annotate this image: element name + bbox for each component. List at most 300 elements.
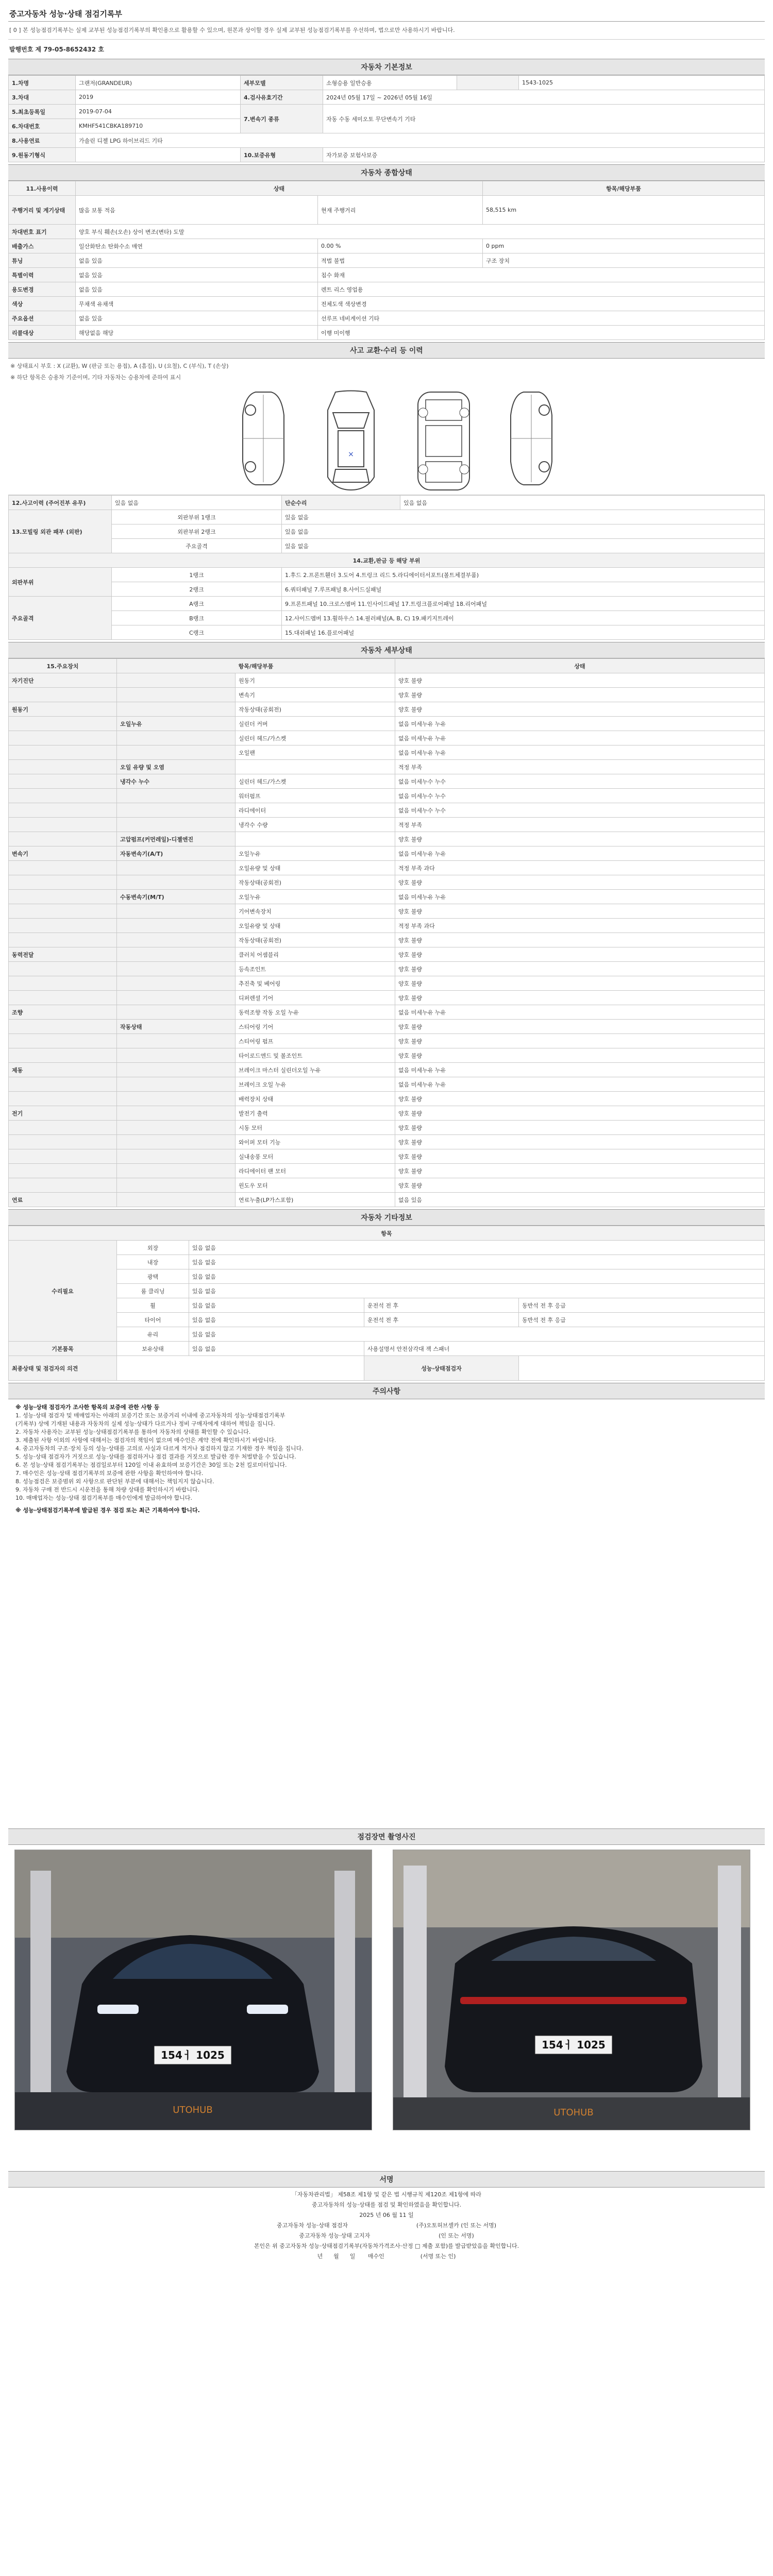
table-cell: 선루프 네비게이션 기타 xyxy=(318,311,765,326)
table-cell xyxy=(9,1135,117,1149)
table-cell: 양호 불량 xyxy=(395,904,765,919)
table-cell xyxy=(9,803,117,818)
table-row xyxy=(9,1005,765,1020)
table-cell: 오일유량 및 상태 xyxy=(236,919,395,933)
table-cell: 없음 있음 xyxy=(76,282,318,297)
table-cell: 오일누유 xyxy=(236,890,395,904)
table-row xyxy=(9,582,765,597)
table-cell: 있음 없음 xyxy=(112,496,282,510)
table-cell: 있음 없음 xyxy=(189,1342,364,1356)
table-header: 항목/해당부품 xyxy=(483,181,765,196)
car-diagram-area xyxy=(8,359,765,495)
table-row xyxy=(9,745,765,760)
table-cell: 추진축 및 베어링 xyxy=(236,976,395,991)
table-cell: 전체도색 색상변경 xyxy=(318,297,765,311)
table-row xyxy=(9,1284,765,1298)
table-row xyxy=(9,789,765,803)
table-cell: 적정 부족 xyxy=(395,760,765,774)
table-cell: 소형승용 일반승용 xyxy=(323,76,457,90)
table-row xyxy=(9,1048,765,1063)
table-row xyxy=(9,133,765,148)
table-cell: 타이로드엔드 및 볼조인트 xyxy=(236,1048,395,1063)
table-cell xyxy=(117,1034,236,1048)
table-row xyxy=(9,539,765,553)
table-cell xyxy=(9,774,117,789)
rear-brand-text: UTOHUB xyxy=(553,2107,594,2118)
table-cell: 있음 없음 xyxy=(400,496,765,510)
table-cell: 외판부위 1랭크 xyxy=(112,510,282,524)
accident-table xyxy=(8,495,765,640)
table-cell: 기본품목 xyxy=(9,1342,117,1356)
table-cell: 사용설명서 안전삼각대 잭 스패너 xyxy=(364,1342,765,1356)
table-cell: 양호 불량 xyxy=(395,991,765,1005)
table-cell: 구조 장치 xyxy=(483,253,765,268)
table-cell: 1543-1025 xyxy=(519,76,765,90)
notes-line: 7. 매수인은 성능·상태 점검기록부의 보증에 관한 사항을 확인하여야 합니다. xyxy=(15,1470,204,1477)
table-row xyxy=(9,268,765,282)
table-row xyxy=(9,1241,765,1255)
table-cell: 특별이력 xyxy=(9,268,76,282)
table-row xyxy=(9,717,765,731)
table-cell: 양호 불량 xyxy=(395,1106,765,1121)
table-cell xyxy=(117,1063,236,1077)
table-cell xyxy=(9,962,117,976)
table-cell: 2019-07-04 xyxy=(76,105,241,119)
notes-line: 9. 자동차 구매 전 반드시 시운전을 통해 차량 상태를 확인하시기 바랍니다. xyxy=(15,1486,200,1493)
table-cell: 외장 xyxy=(117,1241,189,1255)
table-cell: 작동상태 xyxy=(117,1020,236,1034)
table-cell: 양호 불량 xyxy=(395,875,765,890)
table-cell: 내장 xyxy=(117,1255,189,1269)
table-cell: 양호 불량 xyxy=(395,1034,765,1048)
table-cell: 양호 불량 xyxy=(395,1121,765,1135)
table-cell: 12.사고이력 (주어진부 유무) xyxy=(9,496,112,510)
table-row xyxy=(9,1193,765,1207)
table-cell: 전기 xyxy=(9,1106,117,1121)
table-cell xyxy=(117,818,236,832)
table-cell: 연료누출(LP가스포함) xyxy=(236,1193,395,1207)
notes-line: 8. 성능점검은 보증범위 외 사항으로 판단된 부분에 대해서는 책임지지 않습니다. xyxy=(15,1478,214,1485)
table-cell: 냉각수 누수 xyxy=(117,774,236,789)
table-row xyxy=(9,1063,765,1077)
table-cell xyxy=(457,76,519,90)
table-cell: 오일팬 xyxy=(236,745,395,760)
table-cell: 수동변속기(M/T) xyxy=(117,890,236,904)
signature-line: 본인은 위 중고자동차 성능·상태점검기록부(자동차가격조사·산정 □ 제출 포함)를 발급받았음을 확인합니다. xyxy=(254,2243,519,2249)
table-row xyxy=(9,702,765,717)
table-cell: 변속기 xyxy=(9,846,117,861)
table-row xyxy=(9,875,765,890)
table-cell: 12.사이드멤버 13.휠하우스 14.필러패널(A, B, C) 19.패키지트레이 xyxy=(282,611,765,625)
table-header: 항목 xyxy=(9,1226,765,1241)
table-cell: 성능·상태점검자 xyxy=(364,1356,519,1381)
notes-line: 5. 성능·상태 점검자가 거짓으로 성능·상태를 점검하거나 점검 결과를 거짓으로 발급한 경우 처벌받을 수 있습니다. xyxy=(15,1453,296,1460)
table-cell: 없음 미세누유 누유 xyxy=(395,717,765,731)
table-cell: 동력전달 xyxy=(9,947,117,962)
table-row xyxy=(9,1106,765,1121)
table-cell: 3.차대 xyxy=(9,90,76,105)
table-cell: 이행 미이행 xyxy=(318,326,765,340)
table-row xyxy=(9,510,765,524)
signature-line: 「자동차관리법」 제58조 제1항 및 같은 법 시행규칙 제120조 제1항에 따라 xyxy=(291,2191,482,2198)
section-summary-title: 자동차 종합상태 xyxy=(8,164,765,181)
table-row xyxy=(9,1269,765,1284)
table-cell: 보유상태 xyxy=(117,1342,189,1356)
table-cell: 13.모빌링 외관 패부 (외판) xyxy=(9,510,112,553)
table-cell xyxy=(9,832,117,846)
table-cell: 연료 xyxy=(9,1193,117,1207)
table-cell: 와이퍼 모터 기능 xyxy=(236,1135,395,1149)
table-cell xyxy=(117,919,236,933)
table-cell: 세부모델 xyxy=(241,76,323,90)
table-cell: 7.변속기 종류 xyxy=(241,105,323,133)
document-number-suffix: 호 xyxy=(98,46,104,53)
table-cell: 침수 화재 xyxy=(318,268,765,282)
table-cell xyxy=(117,933,236,947)
car-front-image xyxy=(15,1850,372,2130)
table-cell: 있음 없음 xyxy=(189,1298,364,1313)
table-cell: 주요골격 xyxy=(9,597,112,640)
table-cell: 운전석 전 후 xyxy=(364,1298,519,1313)
table-row xyxy=(9,253,765,268)
table-cell: 작동상태(공회전) xyxy=(236,933,395,947)
table-cell xyxy=(9,1077,117,1092)
table-cell: 라디에이터 xyxy=(236,803,395,818)
table-row xyxy=(9,731,765,745)
basic-info-table xyxy=(8,75,765,162)
table-cell: 수리필요 xyxy=(9,1241,117,1342)
table-cell: 0 ppm xyxy=(483,239,765,253)
document-number-value: 79-05-8652432 xyxy=(43,46,96,53)
table-cell xyxy=(117,803,236,818)
table-cell: 실린더 헤드/가스켓 xyxy=(236,731,395,745)
table-cell xyxy=(117,991,236,1005)
notes-line: 1. 성능·상태 점검자 및 매매업자는 아래의 보증기간 또는 보증거리 이내에 중고자동차의 성능·상태점검기록부 xyxy=(15,1412,285,1419)
table-cell: 6.쿼터패널 7.루프패널 8.사이드실패널 xyxy=(282,582,765,597)
table-row xyxy=(9,225,765,239)
table-cell: 있음 없음 xyxy=(189,1313,364,1327)
table-cell xyxy=(117,1135,236,1149)
table-cell xyxy=(117,731,236,745)
table-cell: 렌트 리스 영업용 xyxy=(318,282,765,297)
table-cell xyxy=(117,1106,236,1121)
table-cell: 휠 xyxy=(117,1298,189,1313)
table-row xyxy=(9,1255,765,1269)
table-header: 15.주요장치 xyxy=(9,659,117,673)
table-row xyxy=(9,774,765,789)
table-cell: 스티어링 펌프 xyxy=(236,1034,395,1048)
table-cell: 10.보증유형 xyxy=(241,148,323,162)
table-row xyxy=(9,553,765,568)
table-cell: 없음 있음 xyxy=(76,268,318,282)
section-details-title: 자동차 세부상태 xyxy=(8,642,765,658)
signature-line: 2025 년 06 월 11 일 xyxy=(359,2212,414,2218)
table-cell: 주행거리 및 계기상태 xyxy=(9,196,76,225)
table-cell: 브레이크 마스터 실린더오일 누유 xyxy=(236,1063,395,1077)
table-row xyxy=(9,673,765,688)
table-cell: 9.프론트패널 10.크로스멤버 11.인사이드패널 17.트렁크플로어패널 18.리어패널 xyxy=(282,597,765,611)
table-cell: 리콜대상 xyxy=(9,326,76,340)
table-row xyxy=(9,861,765,875)
table-cell: 튜닝 xyxy=(9,253,76,268)
table-cell: 양호 불량 xyxy=(395,832,765,846)
table-cell: 브레이크 오일 누유 xyxy=(236,1077,395,1092)
table-cell: 2019 xyxy=(76,90,241,105)
table-cell: 5.최초등록일 xyxy=(9,105,76,119)
table-cell: 58,515 km xyxy=(483,196,765,225)
legend-line-1: ※ 상태표시 부호 : X (교환), W (판금 또는 용접), A (흠집), U (요철), C (부식), T (손상) xyxy=(10,363,229,369)
table-cell: 룸 클리닝 xyxy=(117,1284,189,1298)
table-header-row xyxy=(9,659,765,673)
table-cell: 0.00 % xyxy=(318,239,483,253)
car-rear-photo xyxy=(393,1850,750,2130)
table-cell xyxy=(9,1034,117,1048)
table-cell: 주요옵션 xyxy=(9,311,76,326)
table-row xyxy=(9,904,765,919)
table-cell: 제동 xyxy=(9,1063,117,1077)
table-cell: 적정 부족 과다 xyxy=(395,861,765,875)
table-cell xyxy=(117,1092,236,1106)
table-cell xyxy=(9,919,117,933)
table-cell: 양호 불량 xyxy=(395,1164,765,1178)
table-cell xyxy=(117,947,236,962)
table-cell: 오일누유 xyxy=(117,717,236,731)
table-cell: KMHF541CBKA189710 xyxy=(76,119,241,133)
table-cell: 없음 있음 xyxy=(395,1193,765,1207)
table-cell: 용도변경 xyxy=(9,282,76,297)
table-cell xyxy=(9,717,117,731)
table-cell xyxy=(117,976,236,991)
details-table xyxy=(8,658,765,1207)
table-row xyxy=(9,688,765,702)
table-cell xyxy=(76,148,241,162)
table-cell: 차대번호 표기 xyxy=(9,225,76,239)
notes-heading: ※ 성능·상태 점검자가 조사한 항목의 보증에 관한 사항 등 xyxy=(15,1404,160,1411)
table-cell: 양호 불량 xyxy=(395,1135,765,1149)
table-cell: 유리 xyxy=(117,1327,189,1342)
table-cell: 양호 불량 xyxy=(395,976,765,991)
table-cell xyxy=(9,1149,117,1164)
car-front-photo xyxy=(14,1850,372,2130)
signature-line: 중고자동차 성능·상태 점검자 (주)오토허브셀카 (인 또는 서명) xyxy=(276,2222,497,2229)
front-plate-text: 154ㅓ 1025 xyxy=(161,2049,225,2061)
table-cell xyxy=(9,1121,117,1135)
table-row xyxy=(9,1327,765,1342)
table-cell: 9.원동기형식 xyxy=(9,148,76,162)
table-row xyxy=(9,1077,765,1092)
table-cell: 없음 미세누유 누유 xyxy=(395,846,765,861)
table-cell xyxy=(117,904,236,919)
summary-table xyxy=(8,181,765,340)
table-cell: 조향 xyxy=(9,1005,117,1020)
table-row xyxy=(9,1313,765,1327)
table-cell: 6.차대번호 xyxy=(9,119,76,133)
table-row xyxy=(9,1149,765,1164)
table-row xyxy=(9,611,765,625)
table-cell xyxy=(9,745,117,760)
table-cell xyxy=(117,1121,236,1135)
table-cell xyxy=(117,1178,236,1193)
table-cell xyxy=(9,688,117,702)
table-row xyxy=(9,524,765,539)
table-cell: 2024년 05월 17일 ~ 2026년 05월 16일 xyxy=(323,90,765,105)
table-cell: 없음 미세누수 누수 xyxy=(395,803,765,818)
table-cell: 14.교환,판금 등 해당 부위 xyxy=(9,553,765,568)
table-cell: 동반석 전 후 응급 xyxy=(519,1298,765,1313)
table-cell xyxy=(117,673,236,688)
table-cell: 해당없음 해당 xyxy=(76,326,318,340)
rear-plate-text: 154ㅓ 1025 xyxy=(542,2039,606,2051)
notes-line: 10. 매매업자는 성능·상태 점검기록부를 매수인에게 발급하여야 합니다. xyxy=(15,1495,192,1501)
section-inspection-title: 사고 교환·수리 등 이력 xyxy=(8,342,765,359)
table-cell: 양호 불량 xyxy=(395,1149,765,1164)
table-cell: 오일누유 xyxy=(236,846,395,861)
table-header-row xyxy=(9,1226,765,1241)
table-cell: 작동상태(공회전) xyxy=(236,875,395,890)
notes-warning: ※ 성능·상태점검기록부에 발급된 경우 점검 또는 최근 기록하여야 합니다. xyxy=(15,1507,200,1514)
table-row xyxy=(9,311,765,326)
table-cell: C랭크 xyxy=(112,625,282,640)
car-frame-icon xyxy=(410,389,477,493)
car-rear-image xyxy=(393,1850,750,2130)
signature-line: 중고자동차 성능·상태 고지자 (인 또는 서명) xyxy=(299,2232,474,2239)
table-cell: 적정 부족 과다 xyxy=(395,919,765,933)
table-header: 상태 xyxy=(76,181,483,196)
table-cell: 동반석 전 후 응급 xyxy=(519,1313,765,1327)
table-cell: 실린더 헤드/가스켓 xyxy=(236,774,395,789)
table-cell: 있음 없음 xyxy=(282,539,765,553)
table-cell: 광택 xyxy=(117,1269,189,1284)
table-cell xyxy=(9,904,117,919)
table-row xyxy=(9,947,765,962)
section-notes-title: 주의사항 xyxy=(8,1383,765,1399)
table-cell: 양호 불량 xyxy=(395,962,765,976)
table-cell: 색상 xyxy=(9,297,76,311)
table-cell: 없음 미세누유 누유 xyxy=(395,1063,765,1077)
notes-line: 3. 제출된 사항 이외의 사항에 대해서는 점검자의 책임이 없으며 매수인은 계약 전에 확인하시기 바랍니다. xyxy=(15,1437,276,1444)
table-row xyxy=(9,496,765,510)
table-cell xyxy=(117,1077,236,1092)
table-cell: 현재 주행거리 xyxy=(318,196,483,225)
table-cell: 양호 불량 xyxy=(395,688,765,702)
table-cell: 양호 불량 xyxy=(395,1020,765,1034)
section-other-title: 자동차 기타정보 xyxy=(8,1209,765,1226)
table-cell: 없음 미세누수 누수 xyxy=(395,774,765,789)
table-cell: 디퍼렌셜 기어 xyxy=(236,991,395,1005)
table-cell xyxy=(117,789,236,803)
table-cell xyxy=(117,1048,236,1063)
table-cell: 없음 미세누수 누수 xyxy=(395,789,765,803)
table-row xyxy=(9,991,765,1005)
table-cell: 있음 없음 xyxy=(189,1255,765,1269)
notes-line: 4. 중고자동차의 구조·장치 등의 성능·상태를 고의로 사실과 다르게 적거나 점검하지 않고 기재한 경우 책임을 집니다. xyxy=(15,1445,304,1452)
table-header-row xyxy=(9,181,765,196)
table-cell: 실내송풍 모터 xyxy=(236,1149,395,1164)
table-cell: 배출가스 xyxy=(9,239,76,253)
table-cell: 없음 미세누유 누유 xyxy=(395,745,765,760)
table-cell: 양호 불량 xyxy=(395,673,765,688)
table-cell: 시동 모터 xyxy=(236,1121,395,1135)
table-cell: 8.사용연료 xyxy=(9,133,76,148)
table-cell: 오일 유량 및 오염 xyxy=(117,760,236,774)
table-cell xyxy=(117,1193,236,1207)
document-title: 중고자동차 성능·상태 점검기록부 xyxy=(8,6,765,22)
legend-line-2: ※ 하단 항목은 승용차 기준이며, 기타 자동차는 승용차에 준하여 표시 xyxy=(10,374,181,381)
table-cell: 주요골격 xyxy=(112,539,282,553)
table-cell: 운전석 전 후 xyxy=(364,1313,519,1327)
table-cell: 있음 없음 xyxy=(189,1269,765,1284)
table-cell: 양호 불량 xyxy=(395,1178,765,1193)
table-header: 항목/해당부품 xyxy=(117,659,395,673)
table-cell: 양호 불량 xyxy=(395,1048,765,1063)
table-row xyxy=(9,196,765,225)
section-basic-title: 자동차 기본정보 xyxy=(8,59,765,75)
table-row xyxy=(9,1135,765,1149)
table-cell xyxy=(117,861,236,875)
table-cell: 발전기 출력 xyxy=(236,1106,395,1121)
table-cell: 없음 미세누유 누유 xyxy=(395,731,765,745)
signature-line: 년 월 일 매수인 (서명 또는 인) xyxy=(317,2253,456,2260)
table-cell: 냉각수 수량 xyxy=(236,818,395,832)
table-cell xyxy=(9,1178,117,1193)
table-cell: B랭크 xyxy=(112,611,282,625)
table-cell xyxy=(9,1020,117,1034)
table-cell: 자동 수동 세미오토 무단변속기 기타 xyxy=(323,105,765,133)
table-cell: 적법 불법 xyxy=(318,253,483,268)
table-cell: 원동기 xyxy=(236,673,395,688)
table-cell: 외판부위 xyxy=(9,568,112,597)
table-cell xyxy=(9,991,117,1005)
table-cell: 배력장치 상태 xyxy=(236,1092,395,1106)
document-notice: [ 0 ] 본 성능점검기록부는 실제 교부된 성능점검기록부의 확인용으로 활용할 수 있으며, 원본과 상이할 경우 실제 교부된 성능점검기록부를 우선하며, 법으로만 사용하시기 바랍니다. xyxy=(8,22,765,40)
table-row xyxy=(9,76,765,90)
table-cell xyxy=(9,789,117,803)
table-row xyxy=(9,803,765,818)
table-cell: 적정 부족 xyxy=(395,818,765,832)
table-cell xyxy=(117,962,236,976)
car-top-icon xyxy=(317,389,384,493)
table-cell xyxy=(9,890,117,904)
table-row xyxy=(9,962,765,976)
table-cell: 동력조향 작동 오일 누유 xyxy=(236,1005,395,1020)
table-row xyxy=(9,760,765,774)
table-cell: 변속기 xyxy=(236,688,395,702)
table-cell: 있음 없음 xyxy=(282,524,765,539)
svg-text:×: × xyxy=(348,450,354,459)
notes-line: 6. 본 성능·상태 점검기록부는 점검일로부터 120일 이내 유효하며 보증기간은 30일 또는 2천 킬로미터입니다. xyxy=(15,1462,287,1468)
front-brand-text: UTOHUB xyxy=(173,2105,213,2115)
table-cell: 자기진단 xyxy=(9,673,117,688)
table-cell: 일산화탄소 탄화수소 매연 xyxy=(76,239,318,253)
table-row xyxy=(9,832,765,846)
table-cell: 워터펌프 xyxy=(236,789,395,803)
table-cell xyxy=(117,688,236,702)
table-cell: 많음 보통 적음 xyxy=(76,196,318,225)
table-cell xyxy=(9,875,117,890)
table-cell: 스티어링 기어 xyxy=(236,1020,395,1034)
table-row xyxy=(9,818,765,832)
table-cell xyxy=(117,745,236,760)
table-row xyxy=(9,282,765,297)
table-cell xyxy=(236,832,395,846)
table-cell xyxy=(9,1092,117,1106)
table-cell: 없음 미세누유 누유 xyxy=(395,890,765,904)
notes-line: (기록부) 상에 기재된 내용과 자동차의 실제 성능·상태가 다르거나 정비 구매자에게 대하여 책임을 집니다. xyxy=(15,1420,275,1427)
table-cell: 윈도우 모터 xyxy=(236,1178,395,1193)
table-header: 상태 xyxy=(395,659,765,673)
table-cell: 자동변속기(A/T) xyxy=(117,846,236,861)
table-row xyxy=(9,1178,765,1193)
